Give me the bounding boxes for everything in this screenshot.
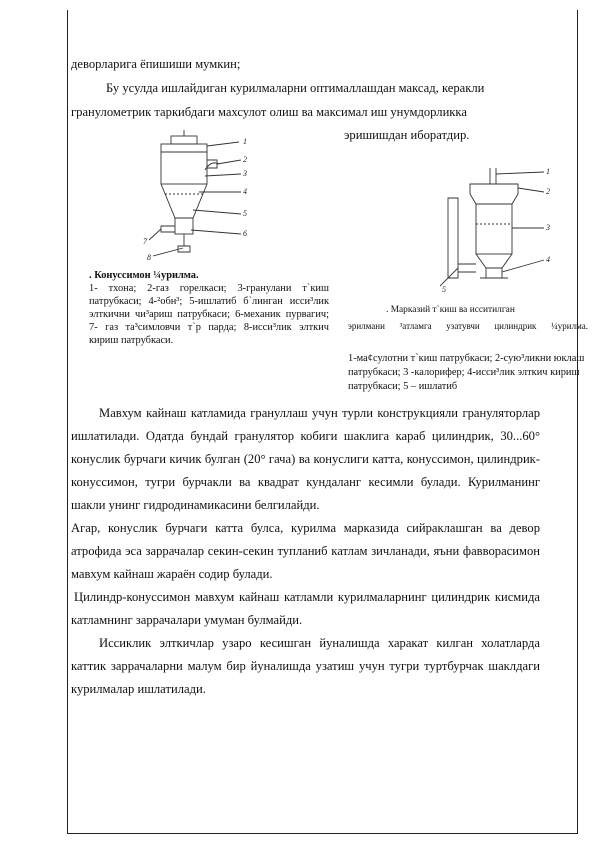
intro-line-3: гранулометрик таркибдаги махсулот олиш ва максимал иш унумдорликка xyxy=(71,105,467,119)
fig1-label-2: 2 xyxy=(243,155,247,164)
intro-line-1: деворларига ёпишиши мумкин; xyxy=(71,57,241,71)
intro-line-4: эришишдан иборатдир. xyxy=(344,128,470,142)
figure1-caption xyxy=(89,269,329,347)
paragraph-3: Цилиндр-конуссимон мавхум кайнаш катламли курилмаларнинг цилиндрик кисмида катламнинг заррачалари умуман булмайди. xyxy=(71,590,540,627)
paragraph-4: Иссиклик элткичлар узаро кесишган йуналишда харакат килган холатларда каттик заррачаларни малум бир йуналишда узатиш учун тугри туртбурчак шаклдаги курилмалар ишлатилади. xyxy=(71,636,540,696)
fig2-label-3: 3 xyxy=(546,223,550,232)
figure2-caption-title: . Марказий т`киш ва исситилган xyxy=(386,305,515,315)
figure2-caption-body: 1-ма¢сулотни т`киш патрубкаси; 2-сую³ликни юклаш патрубкаси; 3 -калорифер; 4-исси³лик элткич кириш патрубкаси; 5 – ишлатиб xyxy=(348,353,585,392)
cylindrical-apparatus-drawing xyxy=(440,168,580,293)
conical-apparatus-drawing xyxy=(143,130,283,265)
figure1-caption-body: 1- тхона; 2-газ горелкаси; 3-гранулани т`киш патрубкаси; 4-²обн³; 5-ишлатиб б`линган исси³лик элткични чи³ариш патрубкаси; 6-механик пурвагич; 7- газ та³симловчи т`р парда; 8-исси³лик элткич кириш патрубкаси. xyxy=(89,283,329,346)
fig2-label-1: 1 xyxy=(546,168,550,176)
paragraph-2: Агар, конуслик бурчаги катта булса, курилма марказида сийраклашган ва девор атрофида эса заррачалар секин-секин тупланиб катлам зичланади, яъни фавворасимон мавхум кайнаш жараён содир булади. xyxy=(71,521,540,581)
fig2-label-2: 2 xyxy=(546,187,550,196)
fig1-label-8: 8 xyxy=(147,253,151,262)
fig1-label-1: 1 xyxy=(243,137,247,146)
fig1-label-4: 4 xyxy=(243,187,247,196)
fig1-label-6: 6 xyxy=(243,229,247,238)
body-text xyxy=(71,402,540,701)
fig2-label-5: 5 xyxy=(442,285,446,293)
fig1-label-5: 5 xyxy=(243,209,247,218)
figure1-caption-title: . Конуссимон ¼урилма. xyxy=(89,270,199,281)
fig2-label-4: 4 xyxy=(546,255,550,264)
fig1-label-7: 7 xyxy=(143,237,147,246)
figure2-caption-note: эрилмани ³атламга узатувчи цилиндрик ¼урилма. xyxy=(348,321,588,331)
fig1-label-3: 3 xyxy=(243,169,247,178)
paragraph-1: Мавхум кайнаш катламида грануллаш учун турли конструкцияли грануляторлар ишлатилади. Одатда бундай гранулятор кобиги шаклига караб цилиндрик, 30...60° конуслик бурчаги кичик булган (20° гача) ва конуслиги катта, конуссимон, цилиндрик-конуссимон, тугри бурчакли ва квадрат кундаланг кесимли булади. Курилманинг шакли унинг гидродинамикасини белгилайди. xyxy=(71,406,540,512)
intro-line-2: Бу усулда ишлайдиган курилмаларни оптималлашдан максад, керакли xyxy=(106,81,485,95)
